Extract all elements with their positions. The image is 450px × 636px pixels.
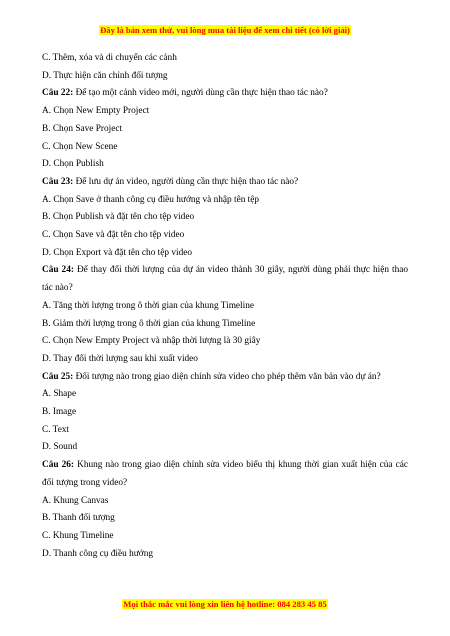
preview-notice-banner — [0, 24, 450, 36]
option-line: D. Thay đổi thời lượng sau khi xuất video — [42, 353, 198, 364]
option-line: D. Thực hiện căn chỉnh đối tượng — [42, 70, 168, 81]
question-text: Để thay đổi thời lượng của dự án video thành 30 giây, người dùng phải thực hiện thao tác nào? — [42, 265, 409, 294]
question-22 — [42, 85, 408, 103]
option-line: D. Chọn Publish — [42, 159, 104, 170]
option-line: C. Thêm, xóa và di chuyển các cảnh — [42, 53, 177, 63]
option-line: D. Sound — [42, 442, 78, 453]
option-line: C. Chọn New Scene — [42, 141, 118, 152]
option-line: D. Thanh công cụ điều hướng — [42, 548, 153, 559]
question-26 — [42, 457, 408, 492]
option-line: A. Khung Canvas — [42, 495, 109, 506]
option-line: C. Chọn New Empty Project và nhập thời lượng là 30 giây — [42, 336, 261, 347]
option-line: B. Giảm thời lượng trong ô thời gian của khung Timeline — [42, 318, 256, 329]
question-text: Đối tượng nào trong giao diện chính sửa video cho phép thêm văn bản vào dự án? — [73, 371, 381, 382]
question-23 — [42, 174, 408, 192]
option-line: C. Chọn Save và đặt tên cho tệp video — [42, 230, 185, 241]
question-text: Để lưu dự án video, người dùng cần thực hiện thao tác nào? — [73, 176, 299, 187]
option-line: A. Tăng thời lượng trong ô thời gian của khung Timeline — [42, 300, 254, 311]
hotline-footer — [0, 598, 450, 610]
option-line: B. Thanh đối tượng — [42, 513, 115, 524]
question-text: Để tạo một cảnh video mới, người dùng cần thực hiện thao tác nào? — [73, 88, 328, 99]
option-line: A. Shape — [42, 389, 77, 400]
option-line: B. Chọn Save Project — [42, 123, 123, 134]
option-line: C. Khung Timeline — [42, 530, 114, 541]
option-line: D. Chọn Export và đặt tên cho tệp video — [42, 247, 193, 258]
option-line: B. Image — [42, 407, 77, 418]
question-number: Câu 22: — [42, 88, 74, 99]
question-number: Câu 24: — [42, 265, 74, 276]
option-line: C. Text — [42, 424, 70, 435]
option-line: B. Chọn Publish và đặt tên cho tệp video — [42, 212, 195, 223]
question-number: Câu 26: — [42, 460, 75, 471]
option-line: A. Chọn Save ở thanh công cụ điều hướng và nhập tên tệp — [42, 194, 260, 205]
question-25 — [42, 369, 408, 387]
option-line: A. Chọn New Empty Project — [42, 106, 150, 117]
question-text: Khung nào trong giao diện chỉnh sửa video biểu thị khung thời gian xuất hiện của các đối tượng trong video? — [42, 460, 408, 488]
preview-notice-text: Đây là bản xem thử, vui lòng mua tài liệu để xem chi tiết (có lời giải) — [100, 25, 350, 35]
question-24 — [42, 262, 408, 297]
question-number: Câu 25: — [42, 371, 74, 382]
hotline-text: Mọi thắc mắc vui lòng xin liên hệ hotline: 084 283 45 85 — [123, 599, 327, 609]
document-body — [42, 50, 408, 563]
question-number: Câu 23: — [42, 176, 74, 187]
